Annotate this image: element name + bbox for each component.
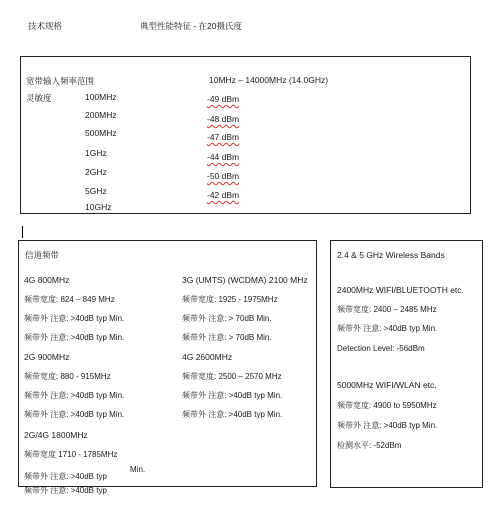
sens-value: -50 dBm [207, 171, 240, 181]
band-name: 2G 900MHz [24, 352, 70, 362]
band-note: 频带外 注意: >40dB typ Min. [24, 314, 125, 323]
band-bandwidth: 频带宽度: 1925 - 1975MHz [182, 295, 278, 304]
band-name: 4G 2600MHz [182, 352, 233, 362]
wifi-5-detection: 检测水平: -52dBm [337, 441, 402, 450]
range-value: 10MHz – 14000MHz (14.0GHz) [209, 75, 329, 85]
sens-freq: 10GHz [85, 202, 112, 212]
header-center: 典型性能特征 - 在20摄氏度 [140, 21, 243, 31]
band-name: 3G (UMTS) (WCDMA) 2100 MHz [182, 275, 308, 285]
sensitivity-label: 灵敏度 [26, 93, 52, 103]
spec-box [20, 56, 471, 214]
wifi-24-bandwidth: 频带宽度: 2400 – 2485 MHz [337, 305, 437, 314]
band-block [24, 352, 184, 419]
band-note: 频带外 注意: >40dB typ [24, 486, 107, 495]
band-block [182, 352, 316, 419]
sens-value: -48 dBm [207, 114, 240, 124]
band-bandwidth: 频带宽度: 2500 – 2570 MHz [182, 372, 282, 381]
band-name: 2G/4G 1800MHz [24, 430, 88, 440]
text-cursor [22, 226, 23, 238]
sens-freq: 100MHz [85, 92, 117, 102]
sens-value: -44 dBm [207, 152, 240, 162]
band-note-sup: Min. [130, 465, 146, 474]
wifi-5-bandwidth: 频带宽度: 4900 to 5950MHz [337, 401, 437, 410]
wifi-24-name: 2400MHz WIFI/BLUETOOTH etc. [337, 285, 464, 295]
band-block [24, 430, 204, 495]
wifi-5-note: 频带外 注意: >40dB typ Min. [337, 421, 438, 430]
range-label: 宽带输入频率范围 [26, 76, 95, 86]
sens-freq: 5GHz [85, 186, 107, 196]
sens-value: -42 dBm [207, 190, 240, 200]
band-note: 频带外 注意: > 70dB Min. [182, 314, 272, 323]
band-note: 频带外 注意: >40dB typ Min. [24, 410, 125, 419]
band-note: 频带外 注意: > 70dB Min. [182, 333, 272, 342]
band-block [182, 275, 316, 342]
band-bandwidth: 频带宽度: 880 - 915MHz [24, 372, 111, 381]
band-name: 4G 800MHz [24, 275, 70, 285]
band-bandwidth: 频带宽度 1710 - 1785MHz [24, 450, 118, 459]
band-note: 频带外 注意: >40dB typ Min. [182, 391, 283, 400]
sens-freq: 2GHz [85, 167, 107, 177]
bands-box [18, 240, 317, 495]
wifi-24-detection: Detection Level: -56dBm [337, 344, 425, 353]
wifi-box [330, 240, 483, 488]
wifi-title: 2.4 & 5 GHz Wireless Bands [337, 250, 445, 260]
sens-value: -47 dBm [207, 132, 240, 142]
band-bandwidth: 频带宽度: 824 – 849 MHz [24, 295, 115, 304]
band-block [24, 275, 184, 342]
sens-freq: 500MHz [85, 128, 117, 138]
sens-freq: 200MHz [85, 110, 117, 120]
wifi-24-note: 频带外 注意: >40dB typ Min. [337, 324, 438, 333]
bands-title: 信道频带 [25, 250, 60, 260]
band-note: 频带外 注意: >40dB typ Min. [182, 410, 283, 419]
band-note: 频带外 注意: >40dB typ Min. [24, 391, 125, 400]
sens-freq: 1GHz [85, 148, 107, 158]
sens-value: -49 dBm [207, 94, 240, 104]
band-note: 频带外 注意: >40dB typ Min. [24, 333, 125, 342]
band-note: 频带外 注意: >40dB typ [24, 472, 107, 481]
wifi-5-name: 5000MHz WIFI/WLAN etc. [337, 380, 437, 390]
header-left: 技术规格 [28, 21, 63, 31]
